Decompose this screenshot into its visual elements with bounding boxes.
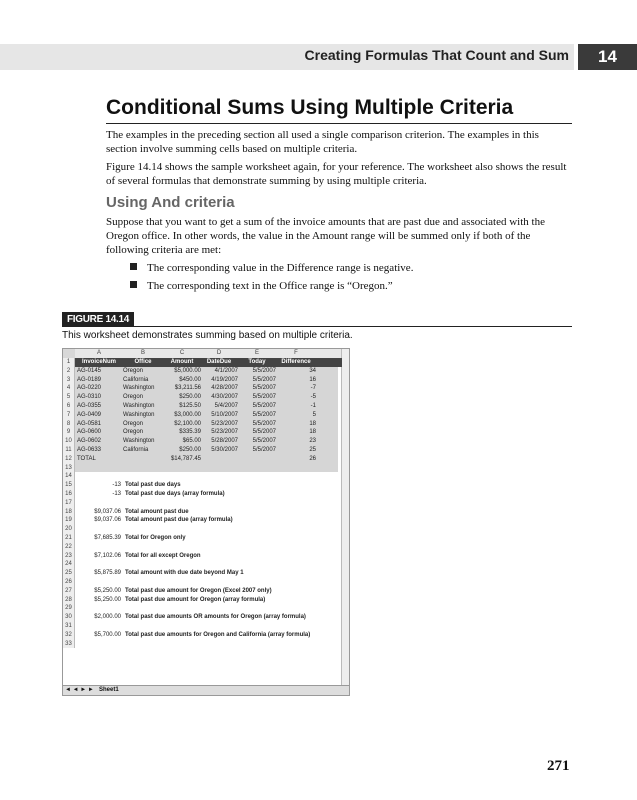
cell[interactable]: $450.00	[179, 376, 201, 383]
cell[interactable]: 5/10/2007	[211, 411, 238, 418]
sheet-row	[63, 393, 342, 402]
row-number[interactable]: 1	[63, 358, 75, 367]
row-number[interactable]: 30	[63, 613, 75, 622]
sheet-row	[63, 543, 342, 552]
cell[interactable]: 5/5/2007	[252, 376, 276, 383]
cell[interactable]: Washington	[123, 438, 155, 445]
cell[interactable]: 26	[309, 455, 316, 462]
sheet-row	[63, 631, 342, 640]
cell[interactable]: $5,875.89	[94, 570, 121, 577]
running-header-title: Creating Formulas That Count and Sum	[304, 47, 569, 63]
sheet-row	[63, 508, 342, 517]
cell[interactable]: $335.39	[179, 429, 201, 436]
section-title: Conditional Sums Using Multiple Criteria	[106, 96, 514, 119]
row-number[interactable]: 19	[63, 516, 75, 525]
sheet-row	[63, 490, 342, 499]
cell[interactable]: 5/23/2007	[211, 420, 238, 427]
cell[interactable]: AG-0633	[77, 447, 102, 453]
cell[interactable]: 25	[309, 447, 316, 453]
row-number[interactable]: 15	[63, 481, 75, 490]
sheet-row	[63, 428, 342, 437]
row-number[interactable]: 27	[63, 587, 75, 596]
cell[interactable]: 16	[309, 376, 316, 383]
sheet-row	[63, 402, 342, 411]
row-number[interactable]: 28	[63, 596, 75, 605]
figure-rule	[62, 326, 572, 327]
cell[interactable]: Today	[248, 359, 266, 365]
sheet-row	[63, 420, 342, 429]
cell[interactable]: 5/5/2007	[252, 403, 276, 409]
cell[interactable]: Total past due amounts OR amounts for Oregon (array formula)	[125, 614, 306, 621]
cell[interactable]: 18	[309, 429, 316, 436]
sheet-row	[63, 472, 342, 481]
sheet-row	[63, 516, 342, 525]
sheet-row	[63, 578, 342, 587]
cell[interactable]: Oregon	[123, 429, 144, 436]
row-number[interactable]: 23	[63, 552, 75, 561]
sheet-row	[63, 455, 342, 464]
bullet-square-icon	[130, 281, 137, 288]
and-criteria-paragraph: Suppose that you want to get a sum of the invoice amounts that are past due and associated with the Oregon office. In other words, the value in the Amount range will be summed only if both of the following criteria are met:	[106, 216, 545, 256]
cell[interactable]: Total past due amounts for Oregon and California (array formula)	[125, 631, 311, 638]
row-number[interactable]: 13	[63, 464, 75, 473]
sheet-row	[63, 596, 342, 605]
cell[interactable]: AG-0145	[77, 367, 102, 374]
row-number[interactable]: 8	[63, 420, 75, 429]
cell[interactable]: Total amount past due (array formula)	[125, 517, 233, 524]
cell[interactable]: -13	[112, 491, 121, 497]
cell[interactable]: 4/30/2007	[211, 394, 238, 401]
row-number[interactable]: 7	[63, 411, 75, 420]
sheet-row	[63, 525, 342, 534]
sheet-row	[63, 376, 342, 385]
sheet-tab-bar	[63, 685, 349, 695]
cell[interactable]: DateDue	[206, 359, 232, 365]
row-number[interactable]: 33	[63, 640, 75, 649]
vertical-scrollbar[interactable]	[341, 349, 349, 695]
cell[interactable]: $2,000.00	[94, 614, 121, 621]
worksheet-screenshot	[62, 348, 350, 696]
row-number[interactable]: 14	[63, 472, 75, 481]
cell[interactable]: $7,102.06	[94, 552, 121, 559]
column-letter[interactable]: B	[140, 350, 145, 356]
sheet-row	[63, 384, 342, 393]
row-number[interactable]: 17	[63, 499, 75, 508]
row-number[interactable]: 12	[63, 455, 75, 464]
sheet-row	[63, 622, 342, 631]
cell[interactable]: AG-0220	[77, 385, 102, 392]
cell[interactable]: Oregon	[123, 367, 144, 374]
figure-label: FIGURE 14.14	[62, 312, 134, 327]
cell[interactable]: Total for Oregon only	[125, 535, 186, 541]
cell[interactable]: 4/28/2007	[211, 385, 238, 392]
row-number[interactable]: 18	[63, 508, 75, 517]
cell[interactable]: 5/5/2007	[252, 438, 276, 445]
cell[interactable]: -13	[112, 482, 121, 489]
row-number[interactable]: 11	[63, 446, 75, 455]
cell[interactable]: 5/23/2007	[211, 429, 238, 436]
sheet-tab[interactable]: Sheet1	[99, 687, 119, 693]
sheet-nav-arrows[interactable]: ◄ ◄ ► ►	[65, 687, 94, 693]
sheet-row	[63, 613, 342, 622]
cell[interactable]: Washington	[123, 385, 155, 392]
cell[interactable]: Oregon	[123, 420, 144, 427]
cell[interactable]: 5/5/2007	[252, 429, 276, 436]
cell[interactable]: Difference	[281, 359, 311, 365]
cell[interactable]: -1	[310, 403, 316, 409]
sheet-row	[63, 437, 342, 446]
cell[interactable]: 4/1/2007	[214, 367, 238, 374]
row-number[interactable]: 21	[63, 534, 75, 543]
sheet-row	[63, 358, 342, 367]
row-number[interactable]: 20	[63, 525, 75, 534]
row-number[interactable]: 26	[63, 578, 75, 587]
cell[interactable]: AG-0189	[77, 376, 102, 383]
sheet-row	[63, 499, 342, 508]
subsection-title: Using And criteria	[106, 194, 235, 211]
cell[interactable]: -5	[310, 394, 316, 401]
cell[interactable]: 5/5/2007	[252, 447, 276, 453]
figure-caption: This worksheet demonstrates summing based on multiple criteria.	[62, 330, 353, 341]
cell[interactable]: Total past due days (array formula)	[125, 491, 225, 497]
sheet-row	[63, 464, 342, 473]
cell[interactable]: 5/5/2007	[252, 394, 276, 401]
cell[interactable]: 5/5/2007	[252, 385, 276, 392]
bullet-item: The corresponding text in the Office range is “Oregon.”	[130, 279, 393, 293]
cell[interactable]: $5,250.00	[94, 596, 121, 603]
cell[interactable]: 5/30/2007	[211, 447, 238, 453]
select-all-corner	[63, 349, 75, 358]
column-letter[interactable]: A	[96, 350, 101, 356]
column-letter[interactable]: F	[294, 350, 298, 356]
cell[interactable]: 5/4/2007	[214, 403, 238, 409]
cell[interactable]: 23	[309, 438, 316, 445]
paragraph-2: Figure 14.14 shows the sample worksheet again, for your reference. The worksheet also shows the result of several formulas that demonstrate summing by using multiple criteria.	[106, 161, 567, 187]
cell[interactable]: Oregon	[123, 394, 144, 401]
cell[interactable]: $3,000.00	[174, 411, 201, 418]
cell[interactable]: Washington	[123, 411, 155, 418]
cell[interactable]: Amount	[170, 359, 194, 365]
cell[interactable]: AG-0600	[77, 429, 102, 436]
section-rule	[106, 123, 572, 124]
cell[interactable]: $2,100.00	[174, 420, 201, 427]
cell[interactable]: -7	[310, 385, 316, 392]
sheet-row	[63, 481, 342, 490]
row-number[interactable]: 32	[63, 631, 75, 640]
cell[interactable]: $7,685.39	[94, 535, 121, 541]
cell[interactable]: AG-0310	[77, 394, 102, 401]
sheet-row	[63, 411, 342, 420]
row-number[interactable]: 29	[63, 604, 75, 613]
cell[interactable]: 18	[309, 420, 316, 427]
sheet-row	[63, 640, 342, 649]
cell[interactable]: Washington	[123, 403, 155, 409]
sheet-row	[63, 446, 342, 455]
row-number[interactable]: 5	[63, 393, 75, 402]
cell[interactable]: 5/28/2007	[211, 438, 238, 445]
cell[interactable]: $5,250.00	[94, 587, 121, 594]
sheet-row	[63, 367, 342, 376]
cell[interactable]: Total amount past due	[125, 508, 189, 515]
row-number[interactable]: 31	[63, 622, 75, 631]
cell[interactable]: AG-0355	[77, 403, 102, 409]
cell[interactable]: 5/5/2007	[252, 420, 276, 427]
cell[interactable]: Total past due days	[125, 482, 181, 489]
sheet-row	[63, 604, 342, 613]
cell[interactable]: AG-0409	[77, 411, 102, 418]
row-number[interactable]: 10	[63, 437, 75, 446]
cell[interactable]: $3,211.56	[174, 385, 201, 392]
sheet-row	[63, 569, 342, 578]
cell[interactable]: AG-0602	[77, 438, 102, 445]
row-number[interactable]: 16	[63, 490, 75, 499]
cell[interactable]: $5,700.00	[94, 631, 121, 638]
cell[interactable]: $9,037.06	[94, 508, 121, 515]
row-number[interactable]: 6	[63, 402, 75, 411]
cell[interactable]: Total past due amount for Oregon (array formula)	[125, 596, 266, 603]
cell[interactable]: Total past due amount for Oregon (Excel 2007 only)	[125, 587, 272, 594]
cell[interactable]: 5/5/2007	[252, 411, 276, 418]
cell[interactable]: $5,000.00	[174, 367, 201, 374]
page-number: 271	[547, 758, 570, 774]
cell[interactable]: $9,037.06	[94, 517, 121, 524]
chapter-number: 14	[578, 44, 637, 70]
cell[interactable]: InvoiceNum	[81, 359, 116, 365]
row-number[interactable]: 24	[63, 560, 75, 569]
cell[interactable]: $65.00	[182, 438, 201, 445]
column-letter[interactable]: D	[216, 350, 222, 356]
cell[interactable]: California	[123, 376, 149, 383]
cell[interactable]: 34	[309, 367, 316, 374]
row-number[interactable]: 3	[63, 376, 75, 385]
cell[interactable]: 5/5/2007	[252, 367, 276, 374]
bullet-item: The corresponding value in the Difference range is negative.	[130, 261, 413, 275]
column-letter[interactable]: E	[254, 350, 259, 356]
row-number[interactable]: 9	[63, 428, 75, 437]
row-number[interactable]: 2	[63, 367, 75, 376]
sheet-row	[63, 534, 342, 543]
bullet-square-icon	[130, 263, 137, 270]
cell[interactable]: $250.00	[179, 394, 201, 401]
cell[interactable]: $14,787.45	[170, 455, 201, 462]
cell[interactable]: TOTAL	[77, 455, 96, 462]
sheet-row	[63, 587, 342, 596]
paragraph-1: The examples in the preceding section all used a single comparison criterion. The examples in this section involve summing cells based on multiple criteria.	[106, 129, 539, 155]
row-number[interactable]: 25	[63, 569, 75, 578]
cell[interactable]: $125.50	[179, 403, 201, 409]
cell[interactable]: Office	[134, 359, 152, 365]
cell[interactable]: 5	[312, 411, 316, 418]
sheet-row	[63, 552, 342, 561]
cell[interactable]: 4/19/2007	[211, 376, 238, 383]
row-number[interactable]: 4	[63, 384, 75, 393]
cell[interactable]: Total amount with due date beyond May 1	[125, 570, 244, 577]
column-letter[interactable]: C	[179, 350, 185, 356]
row-number[interactable]: 22	[63, 543, 75, 552]
cell[interactable]: AG-0581	[77, 420, 102, 427]
cell[interactable]: California	[123, 447, 149, 453]
sheet-row	[63, 560, 342, 569]
cell[interactable]: $250.00	[179, 447, 201, 453]
cell[interactable]: Total for all except Oregon	[125, 552, 201, 559]
